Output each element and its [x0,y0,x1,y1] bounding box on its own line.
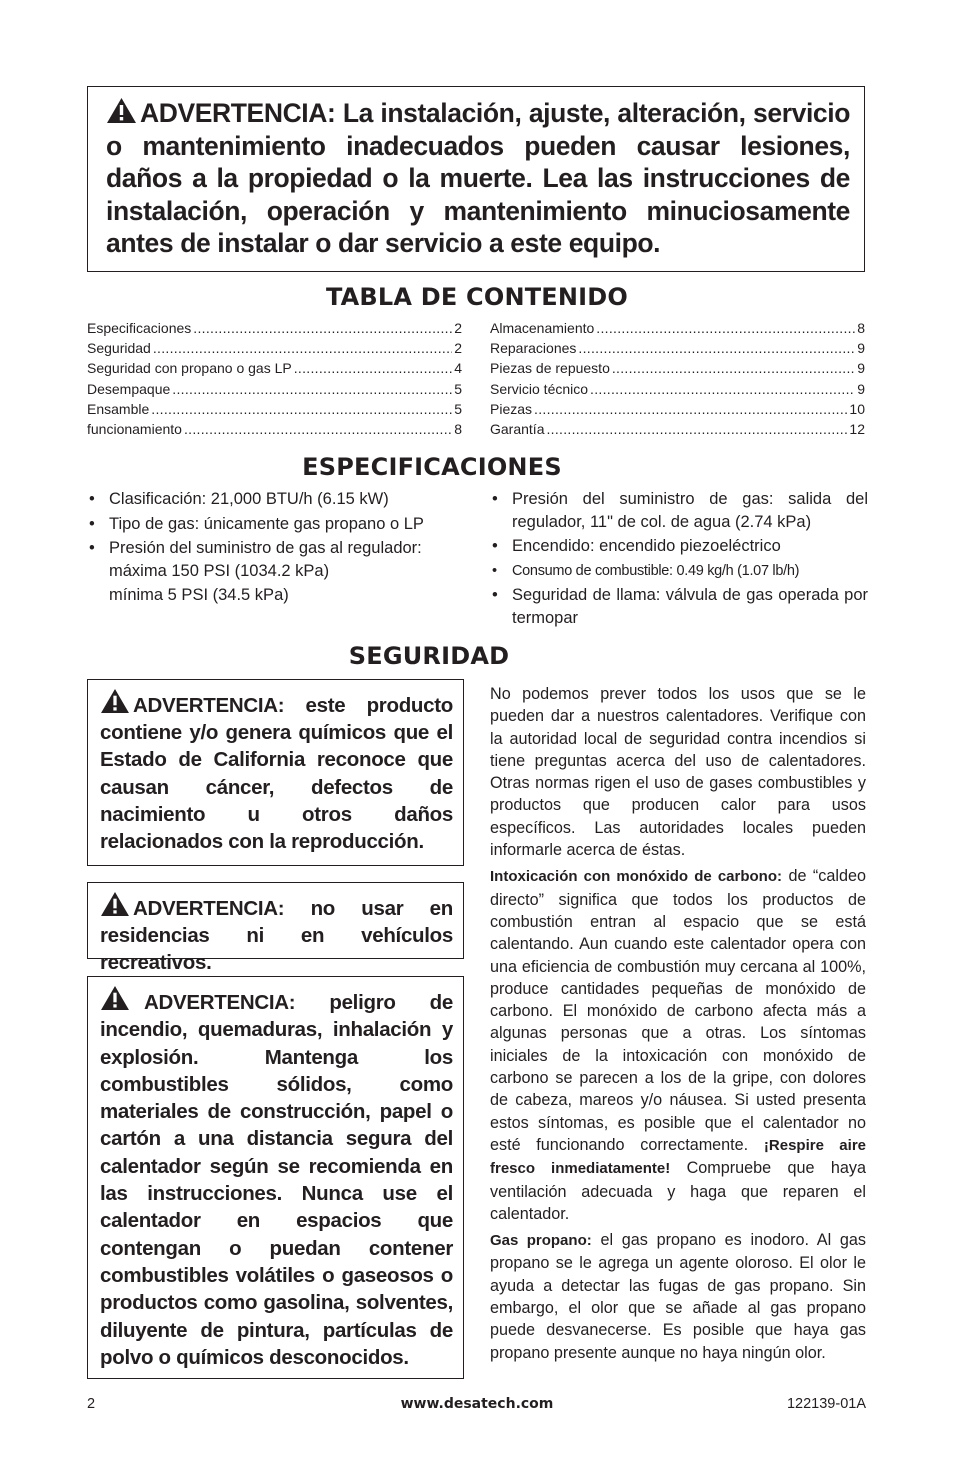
propane-heading: Gas propano: [490,1232,592,1250]
toc-right-column [490,318,865,439]
toc-dot-leader [184,419,452,439]
toc-dot-leader [596,318,855,338]
toc-entry [87,379,462,399]
spec-item: • Tipo de gas: únicamente gas propano o LP [87,513,467,536]
toc-left-column [87,318,462,439]
co-text: de “caldeo directo” significa que todos los productos de combustión entran al espacio que se está calentando. Aun cuando este calentador opera con una eficiencia de combustión muy cercana al 100%, produce cantidades pequeñas de monóxido de carbono. El monóxido de carbono afecta más a algunas personas que a otras. Los síntomas iniciales de la intoxicación con monóxido de carbono se parecen a los de la gripe, con dolores de cabeza, mareos y/o náusea. Si usted presenta estos síntomas, es posible que el calentador no esté funcionando correctamente. [490,867,866,1154]
toc-entry [87,419,462,439]
toc-entry-label: Especificaciones [87,320,192,336]
co-text-end: Compruebe que haya ventilación adecuada y haga que reparen el calentador. [490,1159,866,1223]
warning-box-california [87,679,464,866]
spec-item: • Encendido: encendido piezoeléctrico [490,535,868,558]
toc-entry-page: 9 [857,340,865,357]
toc-entry [490,318,865,338]
toc-entry-page: 4 [454,360,462,377]
toc-entry [87,399,462,419]
spec-item [87,537,467,607]
toc-entry-page: 9 [857,360,865,377]
specs-title: ESPECIFICACIONES [302,453,562,481]
toc-entry-label: Almacenamiento [490,320,595,336]
toc-entry [490,399,865,419]
toc-entry [87,318,462,338]
toc-entry [490,338,865,358]
warning-text: ADVERTENCIA: no usar en residencias ni en vehículos recreativos. [100,897,453,974]
toc-entry-label: Desempaque [87,380,171,397]
toc-dot-leader [193,318,452,338]
toc-entry-label: Seguridad con propano o gas LP [87,360,292,377]
top-warning-text: ADVERTENCIA: La instalación, ajuste, alteración, servicio o mantenimiento inadecuados pueden causar lesiones, daños a la propiedad o la muerte. Lea las instrucciones de instalación, operación y mantenimiento minuciosamente antes de instalar o dar servicio a este equipo. [106,98,850,258]
specs-right-column [490,488,868,631]
toc-entry-label: Ensamble [87,400,150,417]
footer-url: www.desatech.com [400,1396,554,1412]
warning-box-residences [87,882,464,974]
toc-entry [490,419,865,439]
co-paragraph [490,865,866,1225]
toc-entry-page: 5 [454,400,462,417]
toc-dot-leader [153,338,452,358]
toc-entry-page: 10 [849,400,865,417]
toc-dot-leader [151,399,452,419]
toc-entry-page: 8 [454,420,462,437]
spec-item: • Clasificación: 21,000 BTU/h (6.15 kW) [87,488,467,511]
toc-entry [490,379,865,399]
toc-dot-leader [612,358,855,378]
toc-entry [87,358,462,378]
top-warning-box [87,86,865,272]
warning-triangle-icon [106,97,137,124]
propane-text: el gas propano es inodoro. Al gas propano se le agrega un agente oloroso. El olor le ayuda a detectar las fugas de gas propano. Sin embargo, el olor que se añade al gas propano puede desvanecerse. Es posible que haya gas propano presente aunque no haya ningún olor. [490,1231,867,1362]
spec-item: • Seguridad de llama: válvula de gas operada por termopar [490,584,868,629]
co-heading: Intoxicación con monóxido de carbono: [490,868,782,886]
toc-dot-leader [590,379,855,399]
toc-entry-page: 5 [454,380,462,397]
toc-entry-label: Servicio técnico [490,380,589,397]
toc-entry [87,338,462,358]
toc-entry-page: 2 [454,320,462,336]
toc-dot-leader [294,358,452,378]
specs-left-column [87,488,467,609]
warning-text: ADVERTENCIA: este producto contiene y/o genera químicos que el Estado de California reconoce que causan cáncer, defectos de nacimiento u otros daños relacionados con la reproducción. [100,694,453,854]
propane-paragraph [490,1229,866,1364]
toc-entry-label: Garantía [490,420,545,437]
toc-entry-page: 2 [454,340,462,357]
spec-text: Presión del suministro de gas al regulador: máxima 150 PSI (1034.2 kPa) [109,539,422,580]
toc-entry-page: 9 [857,380,865,397]
toc-dot-leader [578,338,855,358]
toc-entry-label: Piezas de repuesto [490,360,610,377]
toc-entry-label: Piezas [490,400,533,417]
toc-entry-label: funcionamiento [87,420,182,437]
warning-triangle-icon [100,985,130,1011]
warning-box-fire [87,976,464,1379]
safety-paragraph: No podemos prever todos los usos que se le pueden dar a nuestros calentadores. Verifique con la autoridad local de seguridad contra incendios si tiene preguntas acerca del uso de calentadores. Otras normas rigen el uso de gases combustibles y productos que producen calor para usos específicos. Las autoridades locales pueden informarle acerca de éstas. [490,685,866,860]
toc-title: TABLA DE CONTENIDO [325,283,629,311]
spec-subtext: mínima 5 PSI (34.5 kPa) [109,586,289,604]
spec-item: • Consumo de combustible: 0.49 kg/h (1.07 lb/h) [490,560,868,583]
warning-triangle-icon [100,891,130,917]
co-bold-text: ¡Respire aire fresco inmediatamente! [490,1136,866,1178]
toc-entry [490,358,865,378]
warning-text: ADVERTENCIA: peligro de incendio, quemaduras, inhalación y explosión. Mantenga los combustibles sólidos, como materiales de construcción, papel o cartón a una distancia segura del calentador según se recomienda en las instrucciones. Nunca use el calentador en espacios que contengan o puedan contener combustibles volátiles o gaseosos o productos como gasolina, solventes, diluyente de pintura, partículas de polvo o químicos desconocidos. [100,991,453,1369]
warning-triangle-icon [100,688,130,714]
toc-dot-leader [172,379,452,399]
page-number: 2 [87,1396,96,1412]
toc-entry-page: 12 [849,420,865,437]
toc-entry-page: 8 [857,320,865,336]
toc-dot-leader [534,399,847,419]
toc-entry-label: Seguridad [87,340,151,357]
toc-entry-label: Reparaciones [490,340,577,357]
safety-title: SEGURIDAD [348,642,510,670]
document-code: 122139-01A [786,1396,866,1412]
safety-text-column [490,683,866,1368]
spec-item: • Presión del suministro de gas: salida del regulador, 11" de col. de agua (2.74 kPa) [490,488,868,533]
toc-dot-leader [546,419,847,439]
